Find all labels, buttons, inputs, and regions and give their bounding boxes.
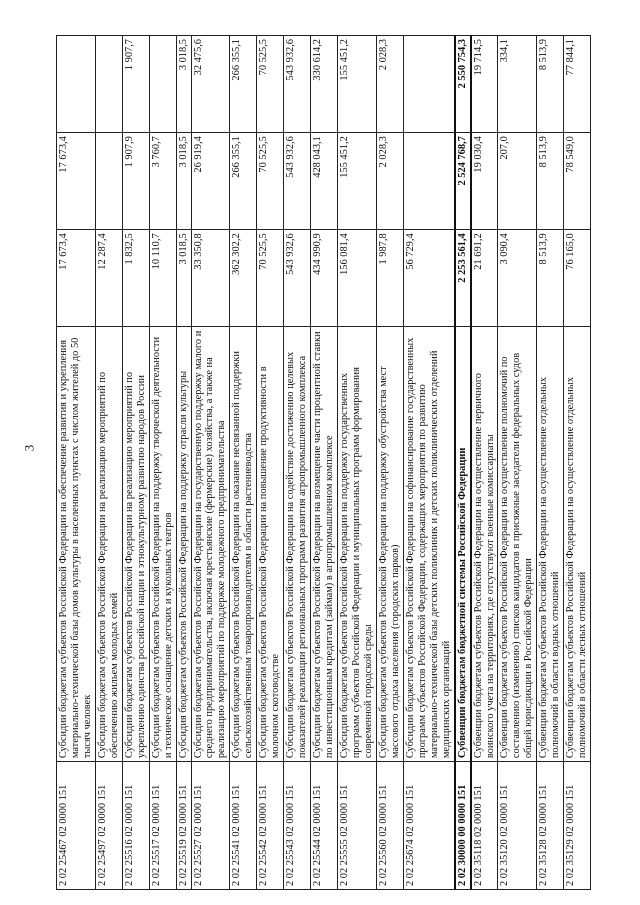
value-cell: 543 932,6: [284, 36, 311, 133]
code-cell: 2 02 25560 02 0000 151: [376, 762, 403, 890]
code-cell: 2 02 35129 02 0000 151: [564, 762, 591, 890]
value-cell: 8 513,9: [537, 36, 564, 133]
value-cell: 33 350,8: [191, 230, 230, 327]
code-cell: 2 02 25544 02 0000 151: [311, 762, 338, 890]
value-cell: [95, 36, 122, 133]
value-cell: 70 525,5: [257, 133, 284, 230]
table-row: [455, 36, 471, 890]
value-cell: 434 990,9: [311, 230, 338, 327]
value-cell: 155 451,2: [338, 36, 377, 133]
code-cell: 2 02 35118 02 0000 151: [471, 762, 498, 890]
code-cell: 2 02 25542 02 0000 151: [257, 762, 284, 890]
table-row: [57, 36, 96, 890]
value-cell: 70 525,5: [257, 36, 284, 133]
name-cell: Субсидии бюджетам субъектов Российской Федерации на повышение продуктивности в молочном скотоводстве: [257, 327, 284, 762]
name-cell: Субсидия бюджетам субъектов Российской Федерации на поддержку отрасли культуры: [176, 327, 191, 762]
table-row: [122, 36, 149, 890]
value-cell: 70 525,5: [257, 230, 284, 327]
code-cell: 2 02 25497 02 0000 151: [95, 762, 122, 890]
value-cell: 334,1: [498, 36, 537, 133]
table-row: [311, 36, 338, 890]
value-cell: 10 110,7: [149, 230, 176, 327]
value-cell: 21 691,2: [471, 230, 498, 327]
value-cell: [403, 36, 454, 133]
name-cell: Субсидии бюджетам субъектов Российской Федерации на обеспечение развития и укрепления материально-технической базы домов культуры в населенных пунктах с числом жителей до 50 тысяч человек: [57, 327, 96, 762]
value-cell: 2 550 754,3: [455, 36, 471, 133]
value-cell: 266 355,1: [230, 133, 257, 230]
rotated-page: [56, 35, 611, 890]
table-row: [376, 36, 403, 890]
code-cell: 2 02 25516 02 0000 151: [122, 762, 149, 890]
table-row: [95, 36, 122, 890]
code-cell: 2 02 25543 02 0000 151: [284, 762, 311, 890]
code-cell: 2 02 25541 02 0000 151: [230, 762, 257, 890]
value-cell: 155 451,2: [338, 133, 377, 230]
value-cell: 3 090,4: [498, 230, 537, 327]
name-cell: Субсидии бюджетам субъектов Российской Федерации на поддержку обустройства мест массового отдыха населения (городских парков): [376, 327, 403, 762]
name-cell: Субсидии бюджетам субъектов Российской Федерации на софинансирование государственных программ субъектов Российской Федерации, содержащих мероприятия по развитию материально-технической базы детских поликлиник и детских поликлинических отделений медицинских организаций: [403, 327, 454, 762]
value-cell: 56 729,4: [403, 230, 454, 327]
value-cell: 26 919,4: [191, 133, 230, 230]
table-row: [284, 36, 311, 890]
code-cell: 2 02 25519 02 0000 151: [176, 762, 191, 890]
table-row: [537, 36, 564, 890]
value-cell: 2 524 768,7: [455, 133, 471, 230]
name-cell: Субвенции бюджетам субъектов Российской Федерации на осуществление отдельных полномочий в области лесных отношений: [564, 327, 591, 762]
value-cell: 207,0: [498, 133, 537, 230]
value-cell: 2 253 561,4: [455, 230, 471, 327]
code-cell: 2 02 25527 02 0000 151: [191, 762, 230, 890]
code-cell: 2 02 25467 02 0000 151: [57, 762, 96, 890]
value-cell: 1 907,9: [122, 133, 149, 230]
table-row: [191, 36, 230, 890]
name-cell: Субвенции бюджетам субъектов Российской Федерации на осуществление отдельных полномочий в области водных отношений: [537, 327, 564, 762]
value-cell: 17 673,4: [57, 230, 96, 327]
name-cell: Субсидии бюджетам субъектов Российской Федерации на возмещение части процентной ставки по инвестиционным кредитам (займам) в агропромышленном комплексе: [311, 327, 338, 762]
value-cell: 19 030,4: [471, 133, 498, 230]
name-cell: Субсидии бюджетам субъектов Российской Федерации на поддержку творческой деятельности и техническое оснащение детских и кукольных театров: [149, 327, 176, 762]
value-cell: 19 714,5: [471, 36, 498, 133]
name-cell: Субвенции бюджетам субъектов Российской Федерации на осуществление полномочий по составлению (изменению) списков кандидатов в присяжные заседатели федеральных судов общей юрисдикции в Российской Федерации: [498, 327, 537, 762]
value-cell: 266 355,1: [230, 36, 257, 133]
table-row: [230, 36, 257, 890]
value-cell: 12 287,4: [95, 230, 122, 327]
value-cell: 3 018,5: [176, 36, 191, 133]
value-cell: [57, 36, 96, 133]
value-cell: 543 932,6: [284, 133, 311, 230]
value-cell: 1 987,8: [376, 230, 403, 327]
table-row: [176, 36, 191, 890]
code-cell: 2 02 35120 02 0000 151: [498, 762, 537, 890]
name-cell: Субсидии бюджетам субъектов Российской Федерации на содействие достижению целевых показателей реализации региональных программ развития агропромышленного комплекса: [284, 327, 311, 762]
value-cell: 77 844,1: [564, 36, 591, 133]
table-row: [498, 36, 537, 890]
value-cell: 1 907,7: [122, 36, 149, 133]
value-cell: 330 614,2: [311, 36, 338, 133]
value-cell: 32 475,6: [191, 36, 230, 133]
name-cell: Субсидии бюджетам субъектов Российской Федерации на реализацию мероприятий по укреплению единства российской нации и этнокультурному развитию народов России: [122, 327, 149, 762]
table-row: [149, 36, 176, 890]
value-cell: 362 302,2: [230, 230, 257, 327]
name-cell: Субвенции бюджетам субъектов Российской Федерации на осуществление первичного воинского учета на территориях, где отсутствуют военные комиссариаты: [471, 327, 498, 762]
value-cell: 76 165,0: [564, 230, 591, 327]
code-cell: 2 02 30000 00 0000 151: [455, 762, 471, 890]
table-row: [257, 36, 284, 890]
value-cell: 156 081,4: [338, 230, 377, 327]
value-cell: 8 513,9: [537, 230, 564, 327]
code-cell: 2 02 25555 02 0000 151: [338, 762, 377, 890]
table-row: [338, 36, 377, 890]
table-row: [471, 36, 498, 890]
value-cell: 78 549,0: [564, 133, 591, 230]
value-cell: 3 018,5: [176, 230, 191, 327]
value-cell: [403, 133, 454, 230]
name-cell: Субсидии бюджетам субъектов Российской Федерации на поддержку государственных программ субъектов Российской Федерации и муниципальных программ формирования современной городской среды: [338, 327, 377, 762]
name-cell: Субвенции бюджетам бюджетной системы Российской Федерации: [455, 327, 471, 762]
name-cell: Субсидии бюджетам субъектов Российской Федерации на государственную поддержку малого и среднего предпринимательства, включая крестьянские (фермерские) хозяйства, а также на реализацию мероприятий по поддержке молодежного предпринимательства: [191, 327, 230, 762]
table-row: [403, 36, 454, 890]
code-cell: 2 02 25674 02 0000 151: [403, 762, 454, 890]
value-cell: 17 673,4: [57, 133, 96, 230]
value-cell: 543 932,6: [284, 230, 311, 327]
name-cell: Субсидии бюджетам субъектов Российской Федерации на реализацию мероприятий по обеспечению жильем молодых семей: [95, 327, 122, 762]
code-cell: 2 02 35128 02 0000 151: [537, 762, 564, 890]
budget-table: [56, 35, 591, 890]
page-number: 3: [21, 444, 37, 452]
value-cell: 3 760,7: [149, 133, 176, 230]
name-cell: Субсидии бюджетам субъектов Российской Федерации на оказание несвязанной поддержки сельскохозяйственным товаропроизводителям в области растениеводства: [230, 327, 257, 762]
value-cell: 3 018,5: [176, 133, 191, 230]
value-cell: 2 028,3: [376, 133, 403, 230]
value-cell: 2 028,3: [376, 36, 403, 133]
value-cell: [149, 36, 176, 133]
table-row: [564, 36, 591, 890]
value-cell: 8 513,9: [537, 133, 564, 230]
value-cell: [95, 133, 122, 230]
value-cell: 1 832,5: [122, 230, 149, 327]
code-cell: 2 02 25517 02 0000 151: [149, 762, 176, 890]
value-cell: 428 043,1: [311, 133, 338, 230]
